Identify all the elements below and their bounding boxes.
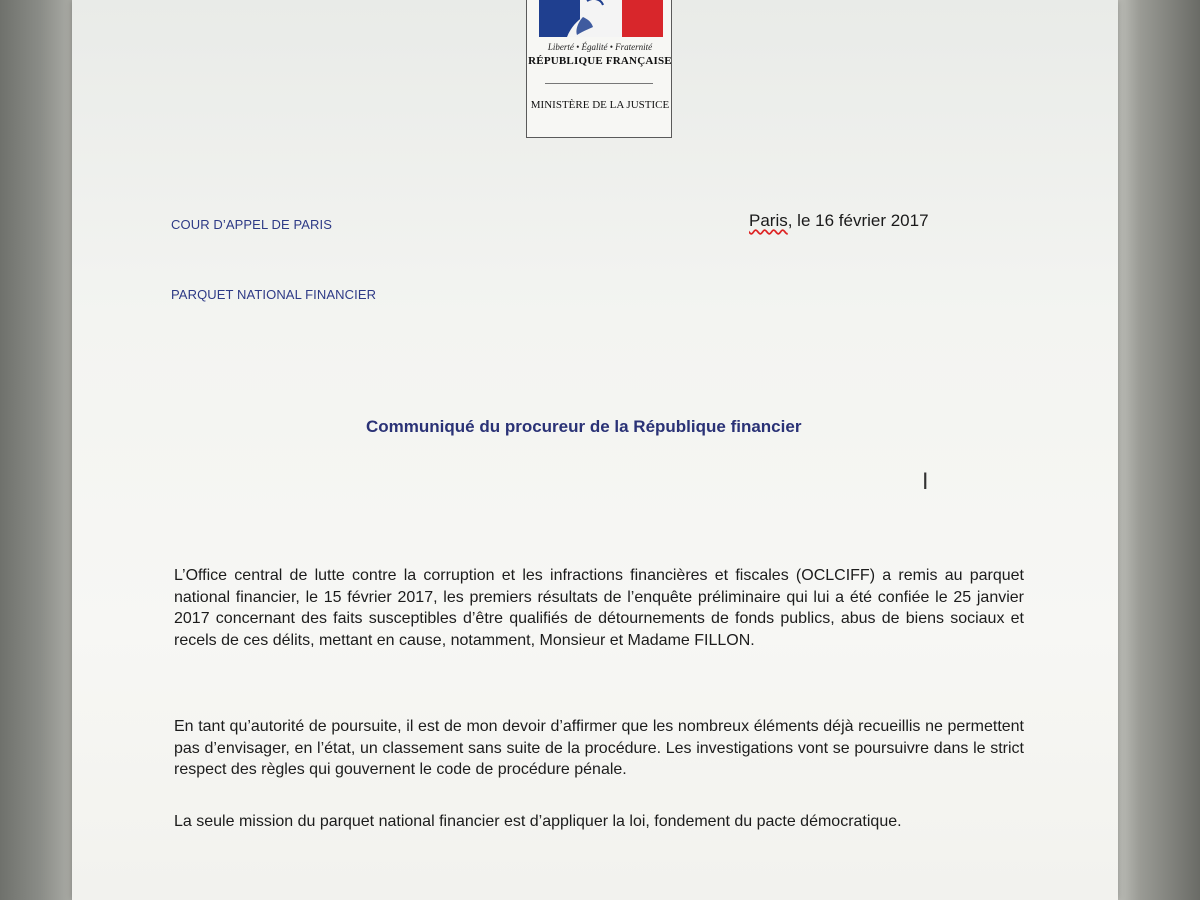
- logo-ministere: MINISTÈRE DE LA JUSTICE: [530, 99, 670, 111]
- document-date: [749, 211, 929, 231]
- document-title: Communiqué du procureur de la République financier: [366, 417, 802, 436]
- logo-divider: [545, 83, 653, 84]
- court-header: COUR D’APPEL DE PARIS: [171, 217, 333, 232]
- logo-motto: Liberté • Égalité • Fraternité: [547, 42, 653, 52]
- date-city: Paris: [749, 211, 788, 230]
- marianne-profile-icon: [553, 0, 623, 37]
- date-rest: , le 16 février 2017: [787, 211, 929, 230]
- logo-republique: RÉPUBLIQUE FRANÇAISE: [528, 55, 672, 67]
- text-cursor-icon: I: [922, 470, 929, 495]
- paragraph-3: La seule mission du parquet national financier est d’appliquer la loi, fondement du pacte démocratique.: [174, 813, 902, 830]
- parquet-header: PARQUET NATIONAL FINANCIER: [171, 287, 377, 302]
- paragraph-1: L’Office central de lutte contre la corruption et les infractions financières et fiscales (OCLCIFF) a remis au parquet national financier, le 15 février 2017, les premiers résultats de l’enquête préliminaire qui lui a été confiée le 25 janvier 2017 concernant des faits susceptibles d’être qualifiés de détournements de fonds publics, abus de biens sociaux et recels de ces délits, mettant en cause, notamment, Monsieur et Madame FILLON.: [174, 567, 1024, 649]
- paragraph-2: En tant qu’autorité de poursuite, il est de mon devoir d’affirmer que les nombreux éléments déjà recueillis ne permettent pas d’envisager, en l’état, un classement sans suite de la procédure. Les investigations vont se poursuivre dans le strict respect des règles qui gouvernent le code de procédure pénale.: [174, 718, 1024, 778]
- marianne-logo: [526, 0, 672, 138]
